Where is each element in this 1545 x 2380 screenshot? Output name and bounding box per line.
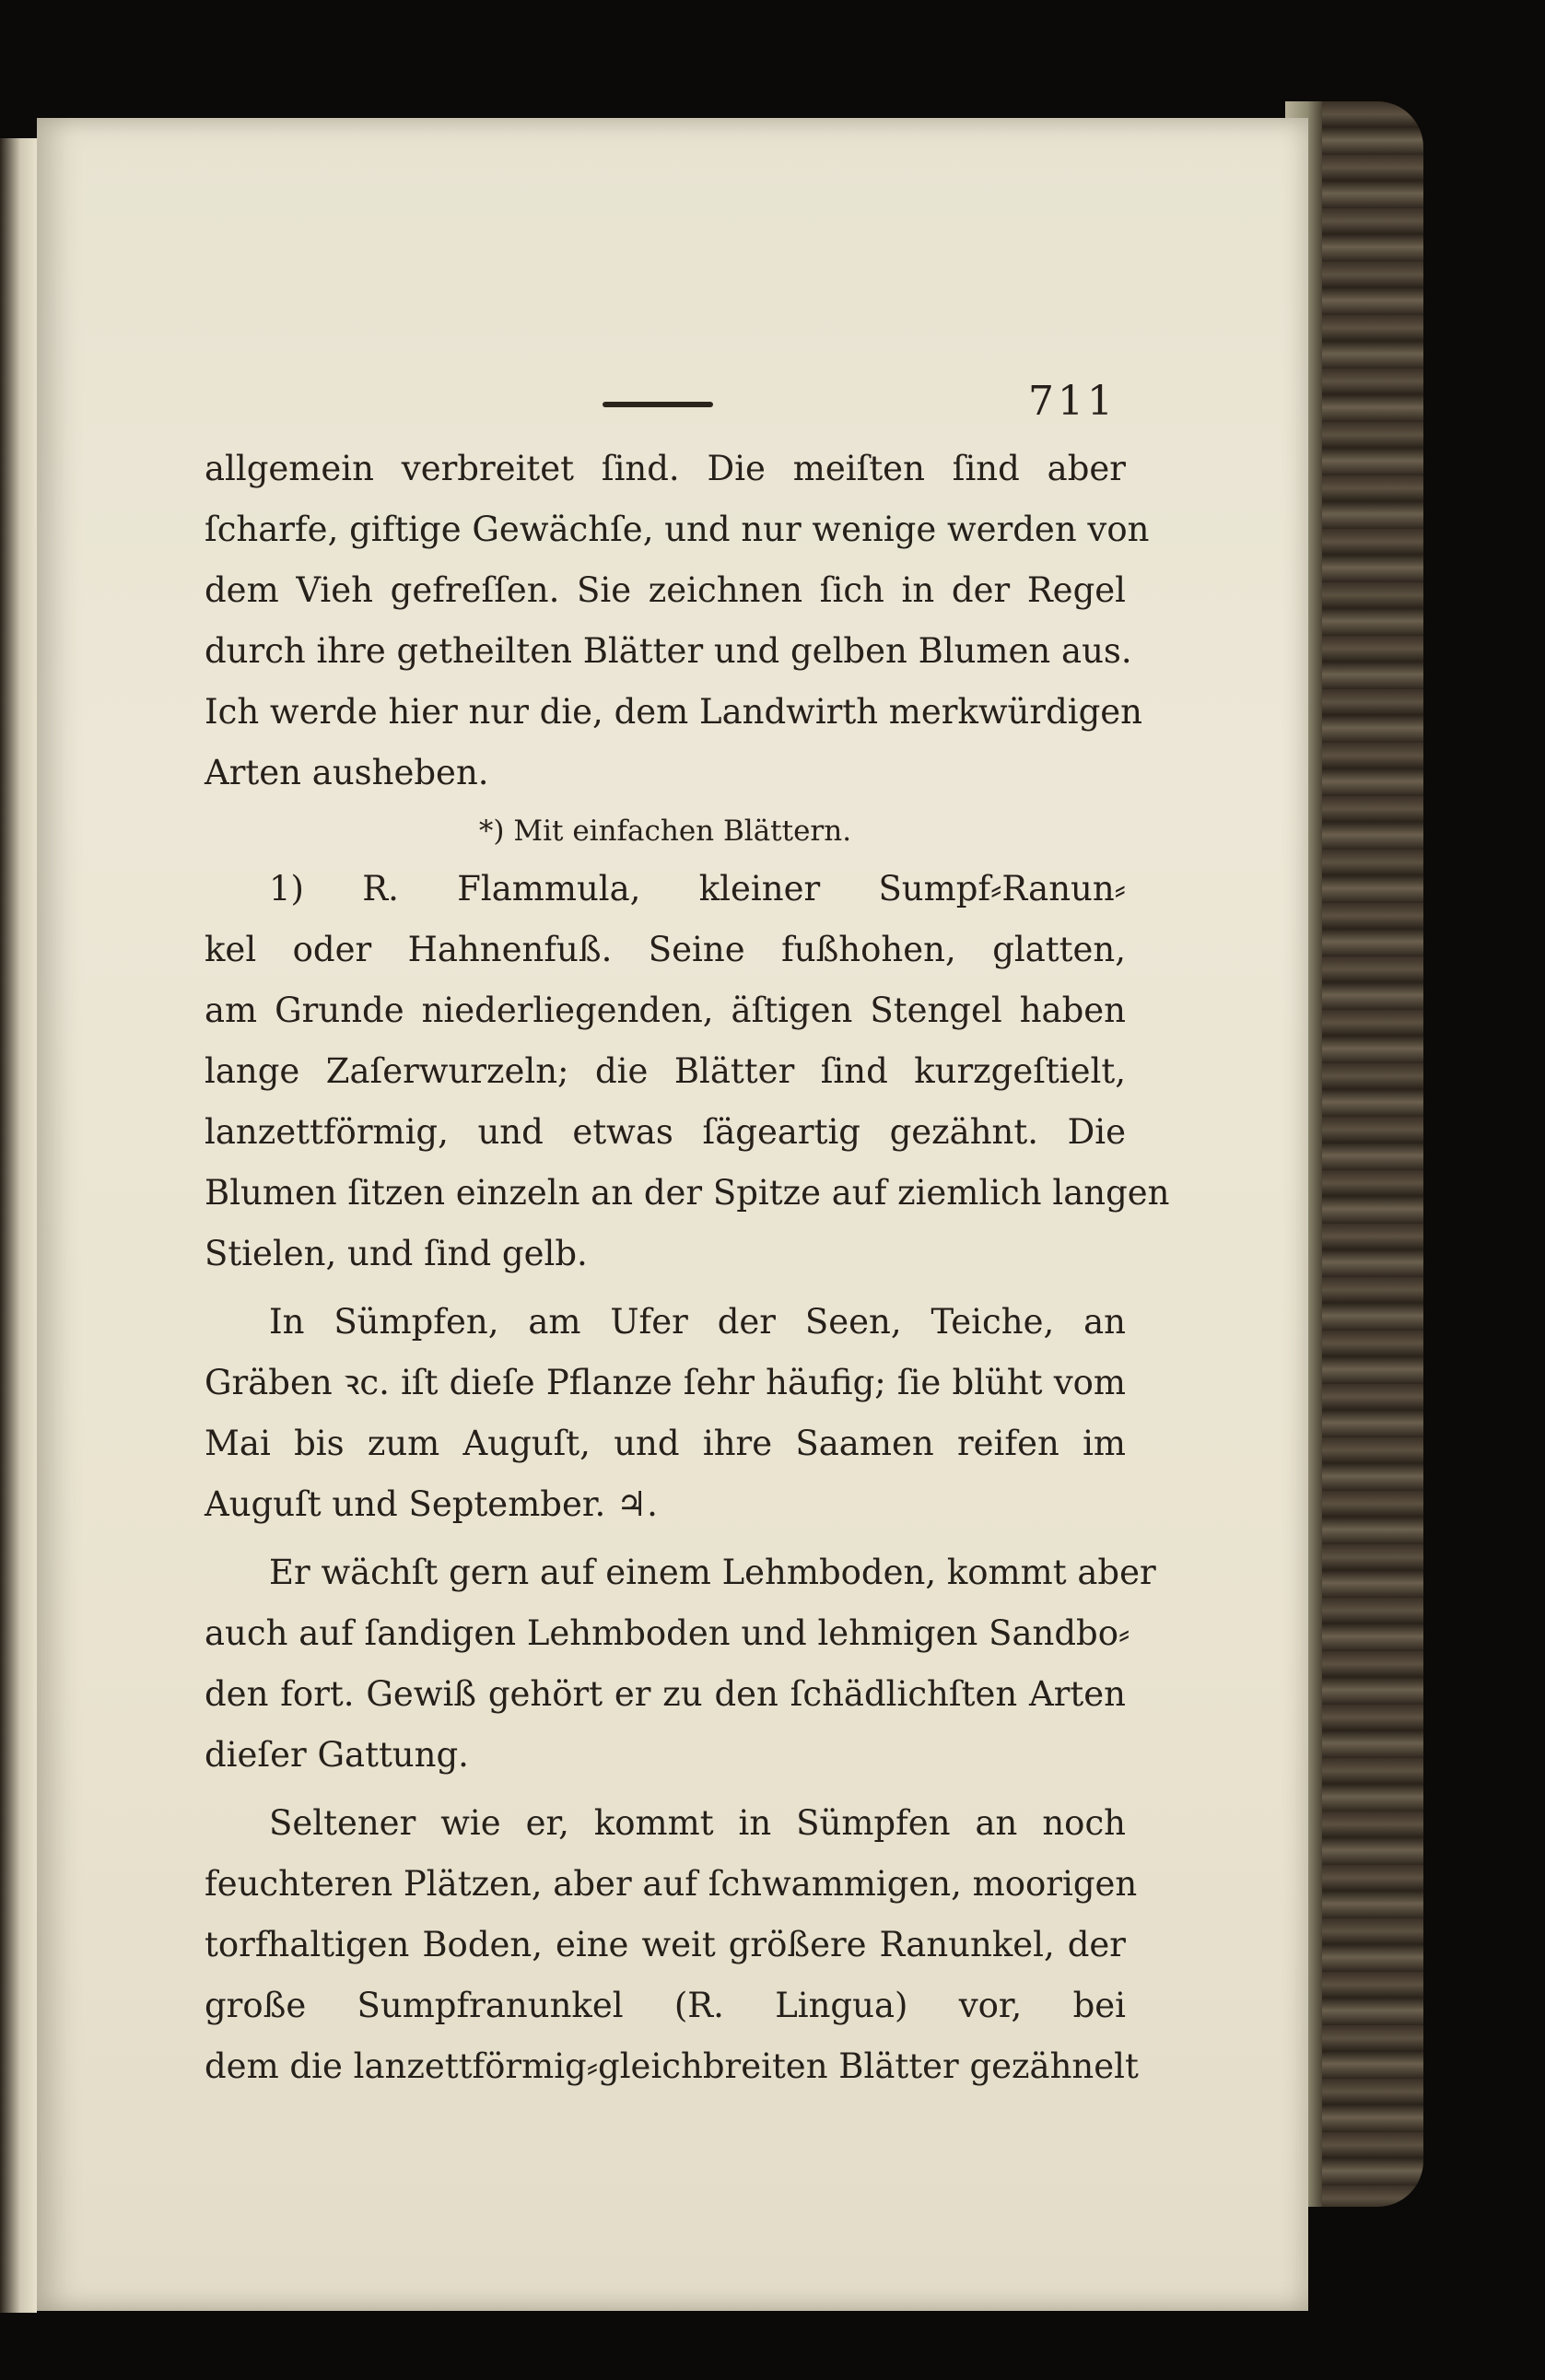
page-header <box>205 378 1126 439</box>
page-number: 711 <box>1028 378 1117 425</box>
species-heading-line: 1) R. Flammula, kleiner Sumpf⸗Ranun⸗ <box>269 869 1126 909</box>
text-line: Stielen, und ſind gelb. <box>205 1234 588 1273</box>
text-line: allgemein verbreitet ſind. Die meiſten ſind aber <box>205 449 1126 488</box>
text-line: Seltener wie er, kommt in Sümpfen an noch <box>269 1803 1126 1843</box>
text-line: Gräben ꝛc. iſt dieſe Pflanze ſehr häufig; ſie blüht vom <box>205 1363 1126 1402</box>
page-text-block <box>205 378 1170 2097</box>
text-line: durch ihre getheilten Blätter und gelben Blumen aus. <box>205 631 1132 671</box>
text-line: lange Zaſerwurzeln; die Blätter ſind kurzgeſtielt, <box>205 1051 1126 1091</box>
text-line: kel oder Hahnenfuß. Seine fußhohen, glatten, <box>205 930 1126 969</box>
text-line: feuchteren Plätzen, aber auf ſchwammigen, moorigen <box>205 1864 1138 1904</box>
text-line: Er wächſt gern auf einem Lehmboden, kommt aber <box>269 1553 1156 1592</box>
text-line: Blumen ſitzen einzeln an der Spitze auf ziemlich langen <box>205 1173 1170 1213</box>
book-page <box>37 118 1308 2311</box>
text-line: dieſer Gattung. <box>205 1735 469 1775</box>
text-line: große Sumpfranunkel (R. Lingua) vor, bei <box>205 1986 1126 2025</box>
text-line: auch auf ſandigen Lehmboden und lehmigen Sandbo⸗ <box>205 1613 1130 1653</box>
facing-page-edge <box>0 138 37 2313</box>
text-line: dem Vieh gefreſſen. Sie zeichnen ſich in der Regel <box>205 570 1126 610</box>
text-line: ſcharfe, giftige Gewächſe, und nur wenige werden von <box>205 510 1150 549</box>
text-line: lanzettförmig, und etwas ſägeartig gezähnt. Die <box>205 1112 1126 1152</box>
section-caption: *) Mit einfachen Blättern. <box>478 815 852 848</box>
text-line: Arten ausheben. <box>205 753 489 792</box>
text-line: dem die lanzettförmig⸗gleichbreiten Blätter gezähnelt <box>205 2046 1139 2086</box>
text-line: torfhaltigen Boden, eine weit größere Ranunkel, der <box>205 1925 1126 1964</box>
text-line: Auguſt und September. ♃. <box>205 1484 658 1524</box>
text-line: Ich werde hier nur die, dem Landwirth merkwürdigen <box>205 692 1143 732</box>
text-line: In Sümpfen, am Ufer der Seen, Teiche, an <box>269 1302 1126 1342</box>
text-line: Mai bis zum Auguſt, und ihre Saamen reifen im <box>205 1424 1126 1463</box>
text-line: den fort. Gewiß gehört er zu den ſchädlichſten Arten <box>205 1674 1126 1714</box>
header-dash-ornament <box>603 402 713 407</box>
text-line: am Grunde niederliegenden, äſtigen Stengel haben <box>205 991 1126 1030</box>
